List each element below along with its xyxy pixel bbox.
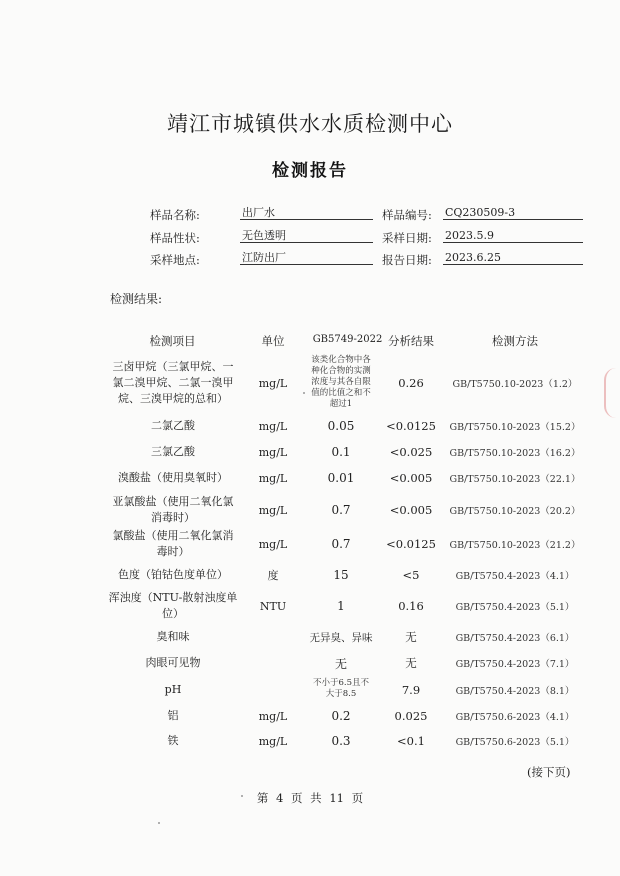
row-2-method: GB/T5750.10-2023（15.2） — [449, 422, 581, 433]
row-5-unit: mg/L — [258, 503, 288, 517]
sampling-location-value: 江防出厂 — [240, 251, 373, 265]
row-12-result: 0.025 — [394, 709, 428, 723]
scan-speck — [241, 795, 243, 797]
row-5-standard: 0.7 — [331, 503, 351, 517]
row-4-unit: mg/L — [258, 471, 288, 485]
sample-number-label: 样品编号: — [382, 208, 432, 222]
row-6-standard: 0.7 — [331, 537, 351, 551]
row-12-standard: 0.2 — [331, 709, 351, 723]
row-4-method: GB/T5750.10-2023（22.1） — [449, 474, 581, 485]
row-5-method: GB/T5750.10-2023（20.2） — [449, 506, 581, 517]
row-3-standard: 0.1 — [331, 445, 351, 459]
row-10-unit — [248, 653, 298, 673]
scan-speck — [158, 822, 160, 824]
sample-name-value: 出厂水 — [240, 206, 373, 220]
sample-number-value: CQ230509-3 — [443, 206, 583, 220]
row-12-method: GB/T5750.6-2023（4.1） — [455, 712, 575, 723]
row-11-result: 7.9 — [401, 683, 421, 697]
report-title: 检测报告 — [272, 161, 348, 181]
row-3-item: 三氯乙酸 — [151, 445, 195, 458]
row-13-method: GB/T5750.6-2023（5.1） — [455, 737, 575, 748]
row-13-result: <0.1 — [397, 734, 425, 748]
row-1-standard: 该类化合物中各种化合物的实测浓度与其各自限值的比值之和不超过1 — [311, 354, 371, 409]
report-date-label: 报告日期: — [382, 253, 432, 267]
row-6-result: <0.0125 — [386, 537, 436, 551]
row-7-unit: 度 — [267, 569, 279, 582]
row-5-result: <0.005 — [389, 503, 433, 517]
header-unit: 单位 — [261, 334, 285, 348]
row-12-unit: mg/L — [258, 709, 288, 723]
continued-note: (接下页) — [527, 765, 571, 779]
row-11-standard: 不小于6.5且不大于8.5 — [312, 678, 370, 699]
row-9-unit — [248, 627, 298, 647]
page-number: 第 4 页 共 11 页 — [256, 791, 364, 805]
row-11-item: pH — [164, 683, 182, 696]
row-9-result: 无 — [405, 630, 417, 644]
row-8-standard: 1 — [337, 599, 345, 613]
row-10-result: 无 — [405, 656, 417, 670]
row-13-standard: 0.3 — [331, 734, 351, 748]
row-4-standard: 0.01 — [327, 471, 355, 485]
header-item: 检测项目 — [149, 334, 196, 348]
row-8-result: 0.16 — [398, 599, 424, 613]
row-10-item: 肉眼可见物 — [145, 656, 201, 669]
sampling-location-label: 采样地点: — [150, 253, 200, 267]
row-4-item: 溴酸盐（使用臭氧时） — [118, 471, 228, 484]
row-7-item: 色度（铂钴色度单位） — [118, 568, 228, 581]
row-3-unit: mg/L — [258, 445, 288, 459]
row-6-item: 氯酸盐（使用二氧化氯消毒时） — [112, 529, 234, 558]
row-10-method: GB/T5750.4-2023（7.1） — [455, 659, 575, 670]
sampling-date-value: 2023.5.9 — [443, 229, 583, 243]
header-standard: GB5749-2022 — [312, 334, 383, 345]
row-2-standard: 0.05 — [327, 419, 355, 433]
row-3-result: <0.025 — [389, 445, 433, 459]
row-4-result: <0.005 — [389, 471, 433, 485]
row-8-method: GB/T5750.4-2023（5.1） — [455, 602, 575, 613]
row-7-standard: 15 — [333, 568, 349, 582]
sample-nature-value: 无色透明 — [240, 229, 373, 243]
row-1-result: 0.26 — [398, 376, 424, 390]
results-heading: 检测结果: — [110, 292, 163, 306]
report-date-value: 2023.6.25 — [443, 251, 583, 265]
row-13-item: 铁 — [167, 734, 179, 747]
row-9-item: 臭和味 — [156, 630, 190, 643]
row-11-unit — [248, 678, 298, 702]
row-3-method: GB/T5750.10-2023（16.2） — [449, 448, 581, 459]
row-1-unit: mg/L — [258, 376, 288, 390]
row-1-method: GB/T5750.10-2023（1.2） — [452, 379, 578, 390]
row-1-item: 三卤甲烷（三氯甲烷、一氯二溴甲烷、二氯一溴甲烷、三溴甲烷的总和） — [112, 360, 234, 405]
sampling-date-label: 采样日期: — [382, 231, 432, 245]
sample-name-label: 样品名称: — [150, 208, 200, 222]
row-9-method: GB/T5750.4-2023（6.1） — [455, 633, 575, 644]
row-6-method: GB/T5750.10-2023（21.2） — [449, 540, 581, 551]
row-7-method: GB/T5750.4-2023（4.1） — [455, 571, 575, 582]
sample-nature-label: 样品性状: — [150, 231, 200, 245]
row-2-result: <0.0125 — [386, 419, 436, 433]
row-2-unit: mg/L — [258, 419, 288, 433]
row-10-standard: 无 — [334, 656, 347, 671]
header-method: 检测方法 — [492, 334, 538, 348]
row-8-item: 浑浊度（NTU-散射浊度单位） — [108, 591, 238, 620]
row-6-unit: mg/L — [258, 537, 288, 551]
row-7-result: <5 — [402, 568, 420, 582]
row-13-unit: mg/L — [258, 734, 288, 748]
row-2-item: 二氯乙酸 — [151, 419, 195, 432]
row-8-unit: NTU — [259, 599, 287, 613]
scan-speck — [303, 392, 305, 394]
row-5-item: 亚氯酸盐（使用二氧化氯消毒时） — [112, 495, 234, 524]
row-12-item: 铝 — [167, 709, 179, 722]
row-11-method: GB/T5750.4-2023（8.1） — [455, 686, 575, 697]
row-9-standard: 无异臭、异味 — [309, 631, 373, 644]
header-result: 分析结果 — [388, 334, 434, 348]
seal-stamp-edge — [604, 368, 620, 418]
organization-name: 靖江市城镇供水水质检测中心 — [167, 112, 453, 136]
